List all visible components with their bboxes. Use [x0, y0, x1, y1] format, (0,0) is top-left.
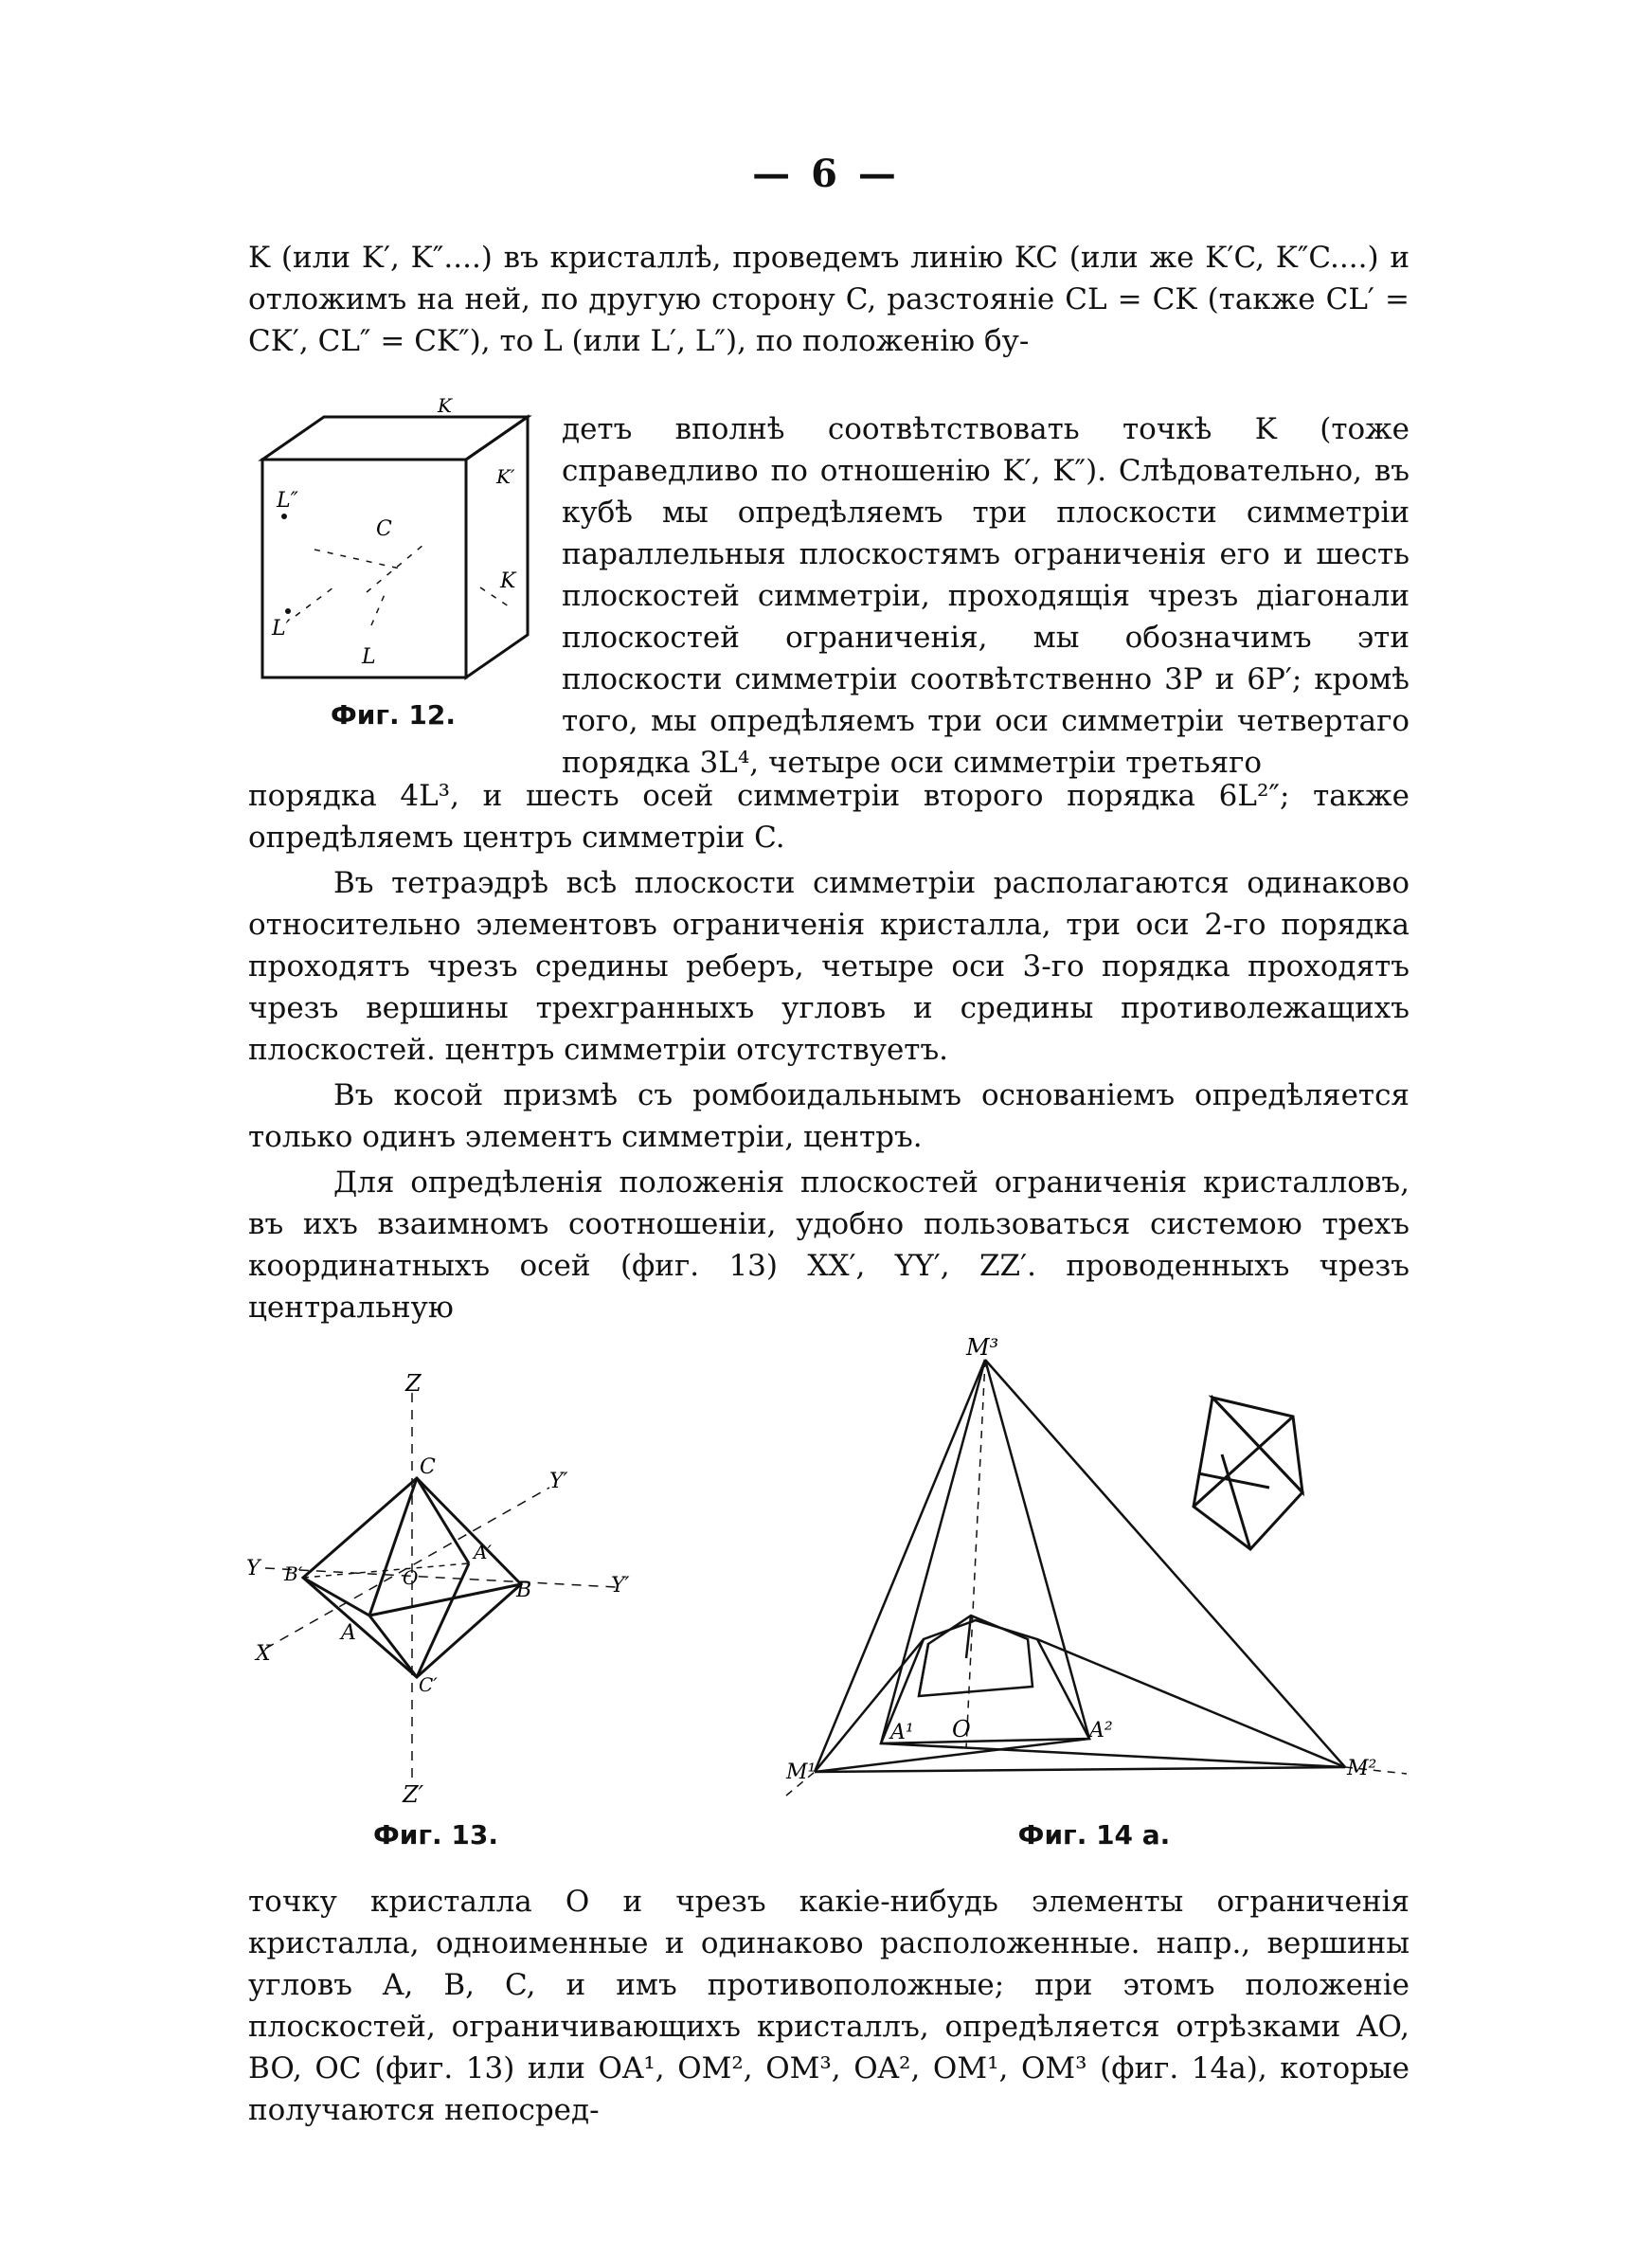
paragraph-text: K (или K′, K″....) въ кристаллѣ, проведемъ линію KC (или же K′C, K″C....) и отложимъ на ней, по другую сторону C, разстояніе CL = CK (также CL′ = CK′, CL″ = CK″), то L (или L′, L″), по положенію бу- [248, 241, 1410, 358]
label-k-top: K [438, 398, 452, 417]
figure-12-caption: Фиг. 12. [330, 699, 456, 731]
label-a: A [341, 1621, 356, 1645]
label-b: B [516, 1579, 532, 1602]
label-m2: M² [1347, 1757, 1377, 1780]
label-o: O [952, 1716, 971, 1742]
label-l-bottom: L [362, 645, 376, 669]
paragraph-1-start [248, 237, 1410, 362]
label-y: Y [246, 1557, 260, 1580]
label-m3: M³ [966, 1334, 999, 1361]
paragraph-4: Для опредѣленія положенія плоскостей ограниченія кристалловъ, въ ихъ взаимномъ соотношеніи, удобно пользоваться системою трехъ координатныхъ осей (фиг. 13) XX′, YY′, ZZ′. проводенныхъ чрезъ центральную [248, 1165, 1410, 1325]
cube-diagram [248, 398, 542, 692]
label-a2: A² [1089, 1719, 1113, 1742]
paragraph-1-end: порядка 4L³, и шесть осей симметріи второго порядка 6L²″; также опредѣляемъ центръ симметріи C. [248, 779, 1410, 855]
paragraph-1-middle [562, 379, 1410, 813]
paragraph-3: Въ косой призмѣ съ ромбоидальнымъ основаніемъ опредѣляется только одинъ элементъ симметріи, центръ. [248, 1078, 1410, 1154]
figure-14a-caption: Фиг. 14 а. [1017, 1819, 1171, 1851]
label-c: C [376, 517, 392, 541]
pyramid-diagram [777, 1322, 1421, 1815]
figure-13 [237, 1364, 663, 1810]
label-z-prime: Z′ [403, 1781, 424, 1808]
label-c-prime: C′ [419, 1673, 438, 1696]
label-a-prime: A′ [474, 1541, 492, 1563]
label-c: C [420, 1455, 436, 1479]
body-text [248, 775, 1410, 1328]
label-l-top: L″ [277, 489, 298, 513]
label-x: X [256, 1642, 271, 1666]
label-b-prime: B′ [284, 1562, 303, 1585]
page-number: — 6 — [752, 152, 900, 196]
label-k-side: K′ [496, 465, 515, 488]
paragraph-5: точку кристалла O и чрезъ какіе-нибудь элементы ограниченія кристалла, одноименные и одинаково расположенные. напр., вершины угловъ A, B, C, и имъ противоположные; при этомъ положеніе плоскостей, ограничивающихъ кристаллъ, опредѣляется отрѣзками AO, BO, OC (фиг. 13) или OA¹, OM², OM³, OA², OM¹, OM³ (фиг. 14а), которые получаются непосред- [248, 1885, 1410, 2127]
paragraph-text: детъ вполнѣ соотвѣтствовать точкѣ K (тоже справедливо по отношенію K′, K″). Слѣдовательно, въ кубѣ мы опредѣляемъ три плоскости симметріи параллельныя плоскостямъ ограниченія его и шесть плоскостей симметріи, проходящія чрезъ діагонали плоскостей ограниченія, мы обозначимъ эти плоскости симметріи соотвѣтственно 3P и 6P′; кромѣ того, мы опредѣляемъ три оси симметріи четвертаго порядка 3L⁴, четыре оси симметріи третьяго [562, 412, 1410, 780]
label-m1: M¹ [786, 1760, 817, 1784]
label-k-right: K [500, 569, 516, 593]
octahedron-diagram [237, 1364, 663, 1810]
label-z: Z [405, 1370, 422, 1397]
paragraph-2: Въ тетраэдрѣ всѣ плоскости симметріи располагаются одинаково относительно элементовъ ограниченія кристалла, три оси 2-го порядка проходятъ чрезъ средины реберъ, четыре оси 3-го порядка проходятъ чрезъ вершины трехгранныхъ угловъ и средины противолежащихъ плоскостей. центръ симметріи отсутствуетъ. [248, 866, 1410, 1067]
label-y-prime-upper: Y′ [549, 1470, 568, 1493]
label-o: O [403, 1566, 419, 1589]
label-l-left: L′ [272, 617, 291, 641]
label-a1: A¹ [890, 1721, 914, 1744]
label-y-prime: Y′ [611, 1574, 630, 1598]
figure-12 [248, 398, 542, 692]
body-text-bottom [248, 1881, 1410, 2131]
figure-13-caption: Фиг. 13. [372, 1819, 498, 1851]
figure-14a [777, 1322, 1421, 1815]
